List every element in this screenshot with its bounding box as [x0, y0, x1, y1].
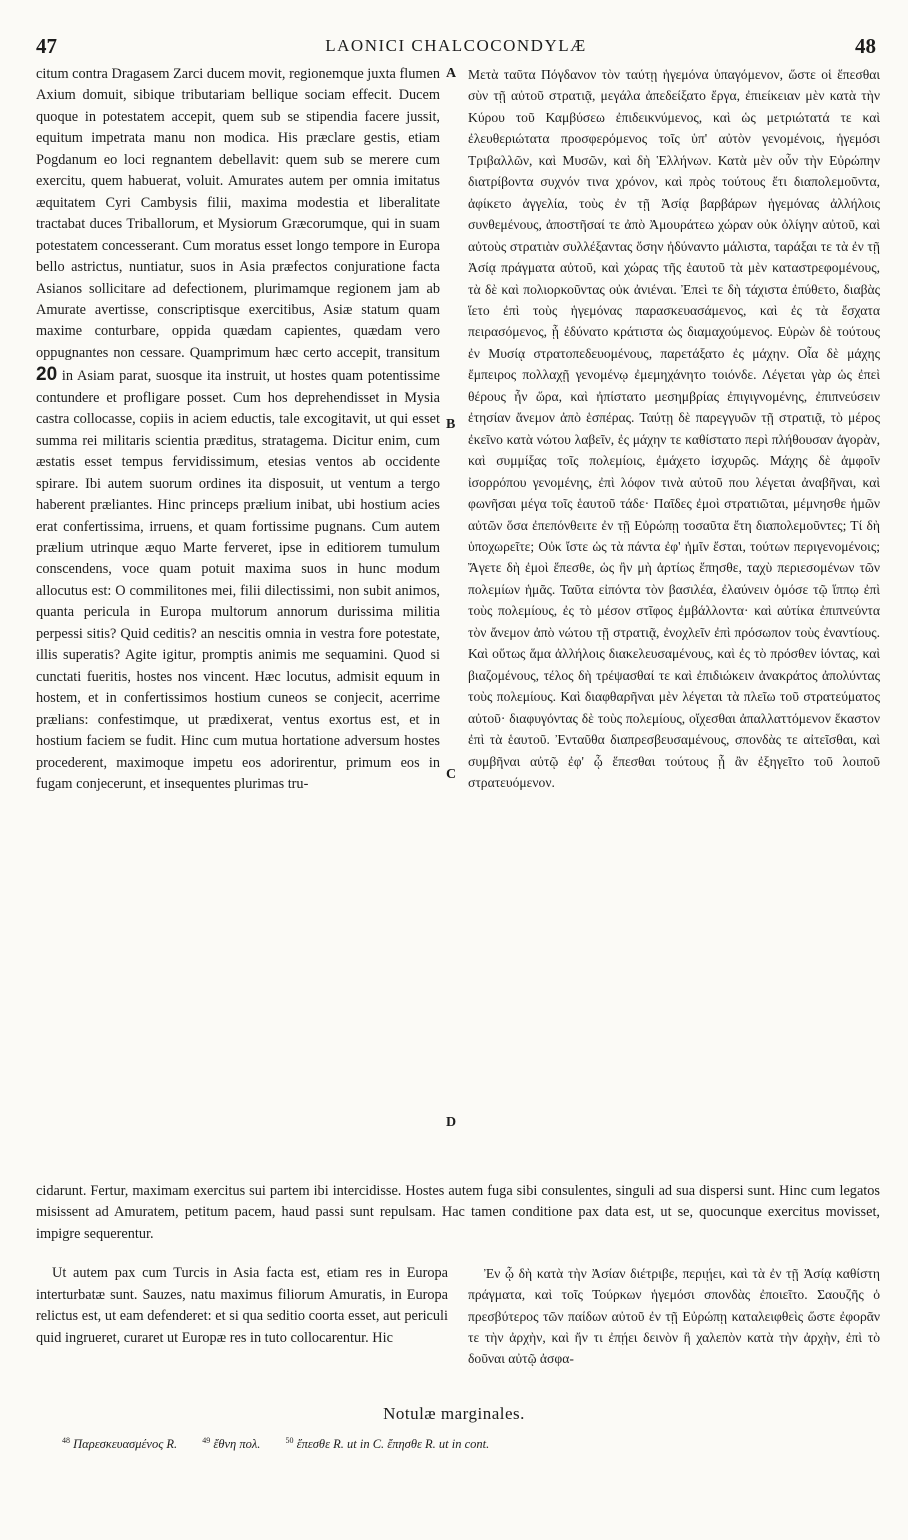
full-width-text — [36, 1181, 880, 1245]
note-item — [286, 1437, 490, 1451]
latin-full-paragraph: cidarunt. Fertur, maximam exercitus sui partem ibi intercidisse. Hostes autem fuga sibi consulentes, singuli ad sua dispersi sunt. Hinc cum legatos misissent ad Amuratem, petitum pacem, haud passi sunt repulsam. Hac tamen conditione pax data est, ut se, quocunque exercitus movisset, impigre sequerentur. — [36, 1183, 880, 1242]
running-title: LAONICI CHALCOCONDYLÆ — [325, 36, 587, 55]
line-marker: 20 — [36, 364, 58, 386]
section-marker-c: C — [446, 767, 457, 782]
note-item — [62, 1437, 177, 1451]
notes-title: Notulæ marginales. — [383, 1404, 525, 1423]
note-text: ἔθνη πολ. — [213, 1437, 261, 1452]
latin-column-lower — [36, 1249, 448, 1363]
latin-paragraph-lower: Ut autem pax cum Turcis in Asia facta est, etiam res in Europa interturbatæ sunt. Sauzes, natu maximus filiorum Amuratis, in Europa relictus est, ut eam defenderet: et si qua seditio coorta esset, aut periculi quid ingrueret, curaret ut Europæ res in tuto collocarentur. Hic — [36, 1265, 448, 1346]
section-marker-b: B — [446, 417, 456, 432]
page-header — [36, 34, 876, 62]
note-number: 48 — [62, 1436, 70, 1445]
greek-paragraph-lower: Ἐν ᾧ δὴ κατὰ τὴν Ἀσίαν διέτριβε, περιῄει, καὶ τὰ ἐν τῇ Ἀσίᾳ καθίστη πράγματα, καὶ τοῖς Τούρκων ἡγεμόσι σπονδὰς ἐποιεῖτο. Σαουζῆς ὁ πρεσβύτερος τῶν παίδων αὐτοῦ ἐν τῇ Εὐρώπῃ καταλειφθεὶς ὥστε ἐφορᾶν τε τὴν ἀρχὴν, καὶ ἤν τι ἐπῄει δεινὸν ἢ χαλεπὸν κατὰ τὴν ἀρχὴν, ἐπὶ τὸ δοῦναι αὐτῷ ἀσφα- — [468, 1265, 880, 1367]
latin-paragraph — [36, 64, 440, 795]
note-number: 49 — [202, 1436, 211, 1445]
greek-column — [468, 64, 880, 793]
latin-column — [36, 64, 440, 795]
note-number: 50 — [285, 1436, 294, 1445]
section-marker-d: D — [446, 1115, 457, 1130]
latin-text-part-1: citum contra Dragasem Zarci ducem movit, regionemque juxta flumen Axium domuit, sibique tributariam bellique sociam effecit. Ducem quoque in potestatem accepit, quem sub se stipendia facere jussit, equitum impetrata manu non modica. His præclare gestis, etiam Pogdanum eo loci regnantem debellavit: quem sub se merere cum exercitu, quem habuerat, voluit. Amurates autem per omnia imitatus æquitatem Cyri Cambysis filii, maxima modestia et liberalitate tractabat duces Triballorum, et Mysiorum Græcorumque, qui in suam potestatem concesserant. Cum moratus esset longo tempore in Europa bello astrictus, nuntiatur, suos in Asia præfectos conjuratione facta Asianos sollicitare ad defectionem, plurimamque regionem jam ab Amurate avertisse, conscriptisque exercitibus, Asiæ statum quam maxime conturbare, oppida quædam capientes, quædam vero oppugnantes non cessare. Quamprimum hæc certo accepit, transitum — [36, 66, 440, 361]
latin-text-part-2: in Asiam parat, suosque ita instruit, ut hostes quam potentissime contundere et profligare posset. Cum hos deprehendisset in Mysia castra collocasse, copiis in aciem eductis, tale excogitavit, ut qui esset summa rei militaris scientia præditus, stratagema. Dicitur enim, cum æstatis esset tempus fervidissimum, etesias ventos ab occidente spirare. Ibi autem suorum ordines ita disposuit, ut ventum a tergo haberent præliantes. Hinc princeps prælium inibat, ubi hostium acies erat confertissima, irruens, et quam fortissime pugnans. Cum autem prælium utrinque æquo Marte ferveret, ipse in editiorem tumulum conscendens, voce quam potuit maxima suos in hunc modum allocutus est: O commilitones mei, filii dilectissimi, non subit animos, quanta pericula in Europa multorum annorum durissima militia perpessi sitis? Quid ceditis? an nescitis omnia in vestra fore potestate, illis superatis? Agite igitur, promptis animis me sequamini. Quod si cunctati fueritis, hostes nos vincent. Hæc locutus, admisit equum in hostem, et in confertissimos hostium cuneos se conjecit, acerrime prælians: confestimque, ut prædixerat, ventus exortus est, et in hostium faciem se fudit. Hinc cum mutua hortatione adversum hostes procederent, maximoque impetu eos adorirentur, primum eos in fugam conjecerunt, et insequentes plurimas tru- — [36, 368, 440, 792]
section-marker-a: A — [446, 66, 457, 81]
page-number-right: 48 — [855, 34, 876, 58]
page-number-left: 47 — [36, 34, 57, 58]
note-text: ἕπεσθε R. ut in C. ἔπησθε R. ut in cont. — [296, 1437, 490, 1452]
marginal-notes — [62, 1436, 882, 1452]
note-item — [202, 1437, 260, 1451]
note-text: Παρεσκευασμένος R. — [73, 1437, 178, 1452]
greek-column-lower — [468, 1249, 880, 1383]
greek-paragraph: Μετὰ ταῦτα Πόγδανον τὸν ταύτῃ ἡγεμόνα ὑπαγόμενον, ὥστε οἱ ἕπεσθαι σὺν τῇ αὐτοῦ στρατιᾷ, μεγάλα ἀπεδείξατο ἔργα, ἐπιείκειαν μὲν κατὰ τὴν Κύρου τοῦ Καμβύσεω ἐπιδεικνύμενος, καὶ ὡς μετριώτατά τε καὶ ἐλευθεριώτατα προσφερόμενος τοῖς ὑπ' αὐτὸν γενομένοις, ἡγεμόσι Τριβαλλῶν, καὶ Μυσῶν, καὶ δὴ Ἑλλήνων. Κατὰ μὲν οὖν τὴν Εὐρώπην διατρίβοντα συχνόν τινα χρόνον, καὶ πρὸς τούτους ἔτι διαπολεμοῦντα, ἀφίκετο ἀγγελία, τοὺς ἐν τῇ Ἀσίᾳ βαρβάρων ἡγεμόνας ἀλλήλοις συνθεμένους, ἀποστῆσαί τε ἀπὸ Ἀμουράτεω χώραν οὐκ ὀλίγην αὐτοῦ, καὶ αὐτοὺς στρατιὰν συλλέξαντας ὅσην ἠδύναντο μάλιστα, ταράξαι τε τὰ ἐν τῇ Ἀσίᾳ πράγματα αὐτοῦ, καὶ χώρας τῆς ἑαυτοῦ τὰ μὲν καταστρεφομένους, τὰ δὲ καὶ πολιορκοῦντας οὐκ ἀνιέναι. Ἐπεὶ τε δὴ τάχιστα ἐπύθετο, διαβὰς ἵετο ἐπὶ τοὺς ἡγεμόνας παρασκευασάμενος, καὶ ἐς τὰ ἔσχατα πειρασόμενος, ᾗ ἐδύνατο κράτιστα ὡς διαμαχούμενος. Εὑρὼν δὲ τούτους ἐν Μυσίᾳ στρατοπεδευομένους, παρετάξατο ἐς μάχην. Οἷα δὲ μάχης ἔμπειρος πολλαχῇ γενομένῳ ἐμεμηχάνητο τοιόνδε. Λέγεται γὰρ ὡς ἐπεὶ θέρους ἦν ὥρα, καὶ ἠπίστατο μεσημβρίας ἐπιγιγνομένης, ἐπιπνεύσειν ἐτησίαν ἄνεμον ἀπὸ ἑσπέρας. Ταύτῃ δὲ παρεγγυῶν τῇ στρατιᾷ, τὸ μέρος ἐκεῖνο κατὰ νώτου λαβεῖν, ἐς μάχην τε καθίστατο περὶ πλήθουσαν ἀγορὰν, καὶ συμμίξας τοῖς πολεμίοις, ἐμάχετο ἰσχυρῶς. Μάχης δὲ ἀμφοῖν ἰσορρόπου γενομένης, ἐπὶ λόφον τινὰ αὐτοῦ που λέγεται ἀναβῆναι, καὶ φωνῆσαι μέγα τοῖς ἑαυτοῦ τάδε· Παῖδες ἐμοὶ στρατιῶται, μέμνησθε ἡμῶν αὐτῶν ὅσα ἐπεπόνθειτε ἐν τῇ Εὐρώπῃ τοσαῦτα ἔτη διαπολεμοῦντες; Τί δὴ ὑποχωρεῖτε; Οὐκ ἴστε ὡς τὰ πάντα ἐφ' ἡμῖν ἔσται, τούτων περιγενομένοις; Ἄγετε δὴ ἐμοὶ ἕπεσθε, ὡς ἢν μὴ ἀρτίως ἕπησθε, ταχὺ περιεσομένων τῶν πολεμίων ἡμᾶς. Ταῦτα εἰπόντα τὸν βασιλέα, ἐλαύνειν ὁμόσε τῷ ἵππῳ ἐπὶ τοὺς πολεμίους, ἐς τὸ μέσον στῖφος ἐμβάλλοντα· καὶ αὐτίκα ἐπιπνεύντα τὸν ἄνεμον ἀπὸ νώτου τῇ στρατιᾷ, ἐνοχλεῖν ἐπὶ πρόσωπον τοὺς ἐναντίους. Καὶ οὕτως ἅμα ἀλλήλοις διακελευσαμένους, καὶ ἐς τὸ πρόσθεν ἰόντας, καὶ βιαζομένους, τέλος δὴ τρέψασθαί τε καὶ ἐπιδιώκειν ἀνακράτος ἀπολύντας τοὺς πολεμίους. Καὶ διαφθαρῆναι μὲν λέγεται τὰ πλεῖω τοῦ στρατεύματος αὐτοῦ· διαφυγόντας δὲ τοὺς πολεμίους, οἴχεσθαι ἀπαλλαττόμενον ἕκαστον ἐπὶ τὰ ἑαυτοῦ. Ἐνταῦθα διαπρεσβευσαμένους, σπονδὰς τε αἰτεῖσθαι, καὶ συμβῆναι αὐτῷ ἐφ' ᾧ ἕπεσθαι τούτους ᾗ ἂν ἐξηγεῖτο τοῦ λοιποῦ στρατευόμενον. — [468, 67, 880, 790]
